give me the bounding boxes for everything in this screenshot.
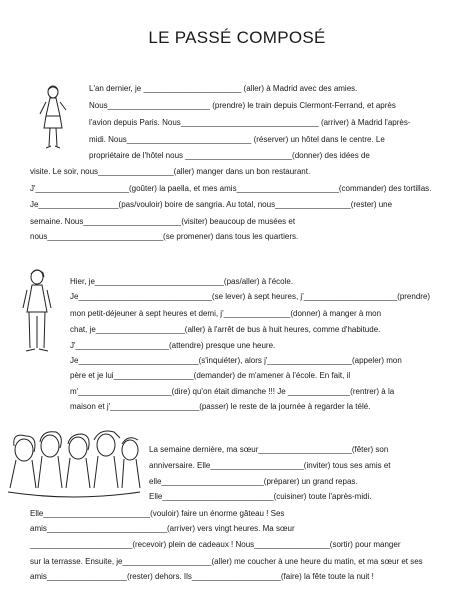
text-line: visite. Le soir, nous_________________(aller) manger dans un bon restaurant.	[30, 167, 311, 176]
text-line: amis__________________(rester) dehors. Ils____________________(faire) la fête toute la nuit !	[30, 572, 374, 581]
text-line: J'_____________________(goûter) la paella, et mes amis_______________________(commander) des tortillas.	[30, 184, 432, 193]
text-line: Hier, je_____________________________(pas/aller) à l'école.	[70, 277, 294, 286]
text-line: mon petit-déjeuner à sept heures et demi, j'_______________(donner) à manger à mon	[70, 309, 382, 318]
text-line: chat, je____________________(aller) à l'arrêt de bus à huit heures, comme d'habitude.	[70, 325, 381, 334]
text-line: J'_____________________(attendre) presque une heure.	[70, 341, 276, 350]
text-line: m'_____________________(dire) qu'on était dimanche !!! Je ______________(rentrer) à la	[70, 387, 395, 396]
text-line: _______________________(recevoir) plein de cadeaux ! Nous_________________(sortir) pour manger	[30, 540, 401, 549]
boy-illustration	[20, 268, 54, 358]
text-line: Nous_______________________ (prendre) le train depuis Clermont-Ferrand, et après	[89, 101, 396, 110]
text-line: Elle_________________________(cuisiner) toute l'après-midi.	[149, 492, 372, 501]
friends-group-illustration	[4, 428, 142, 504]
text-line: propriétaire de l'hôtel nous ________________________(donner) des idées de	[89, 151, 370, 160]
text-line: midi. Nous____________________________ (réserver) un hôtel dans le centre. Le	[89, 135, 385, 144]
text-line: père et je lui__________________(demander) de m'amener à l'école. En fait, il	[70, 371, 351, 380]
text-line: sur la terrasse. Ensuite, je____________________(aller) me coucher à une heure du matin, et ma sœur et ses	[30, 557, 423, 566]
text-line: La semaine dernière, ma sœur_____________________(fêter) son	[149, 445, 389, 454]
text-line: Je___________________________(s'inquiéter), alors j'___________________(appeler) mon	[70, 356, 402, 365]
text-line: Je______________________________(se lever) à sept heures, j'_____________________(prendre)	[70, 292, 431, 301]
text-line: nous__________________________(se promener) dans tous les quartiers.	[30, 232, 299, 241]
text-line: elle_______________________(préparer) un grand repas.	[149, 477, 358, 486]
text-line: maison et j'____________________(passer) le reste de la journée à regarder la télé.	[70, 402, 371, 411]
woman-illustration	[36, 84, 70, 154]
text-line: Elle________________________(vouloir) faire un énorme gâteau ! Ses	[30, 509, 285, 518]
text-line: Je__________________(pas/vouloir) boire de sangria. Au total, nous_________________(rester) une	[30, 200, 393, 209]
text-line: anniversaire. Elle_____________________(inviter) tous ses amis et	[149, 461, 391, 470]
text-line: semaine. Nous______________________(visiter) beaucoup de musées et	[30, 217, 296, 226]
text-line: l'avion depuis Paris. Nous_______________________________ (arriver) à Madrid l'après-	[89, 118, 411, 127]
text-line: amis___________________________(arriver) vers vingt heures. Ma sœur	[30, 524, 295, 533]
page-title: LE PASSÉ COMPOSÉ	[148, 28, 326, 47]
text-line: L'an dernier, je ______________________ (aller) à Madrid avec des amies.	[89, 84, 358, 93]
